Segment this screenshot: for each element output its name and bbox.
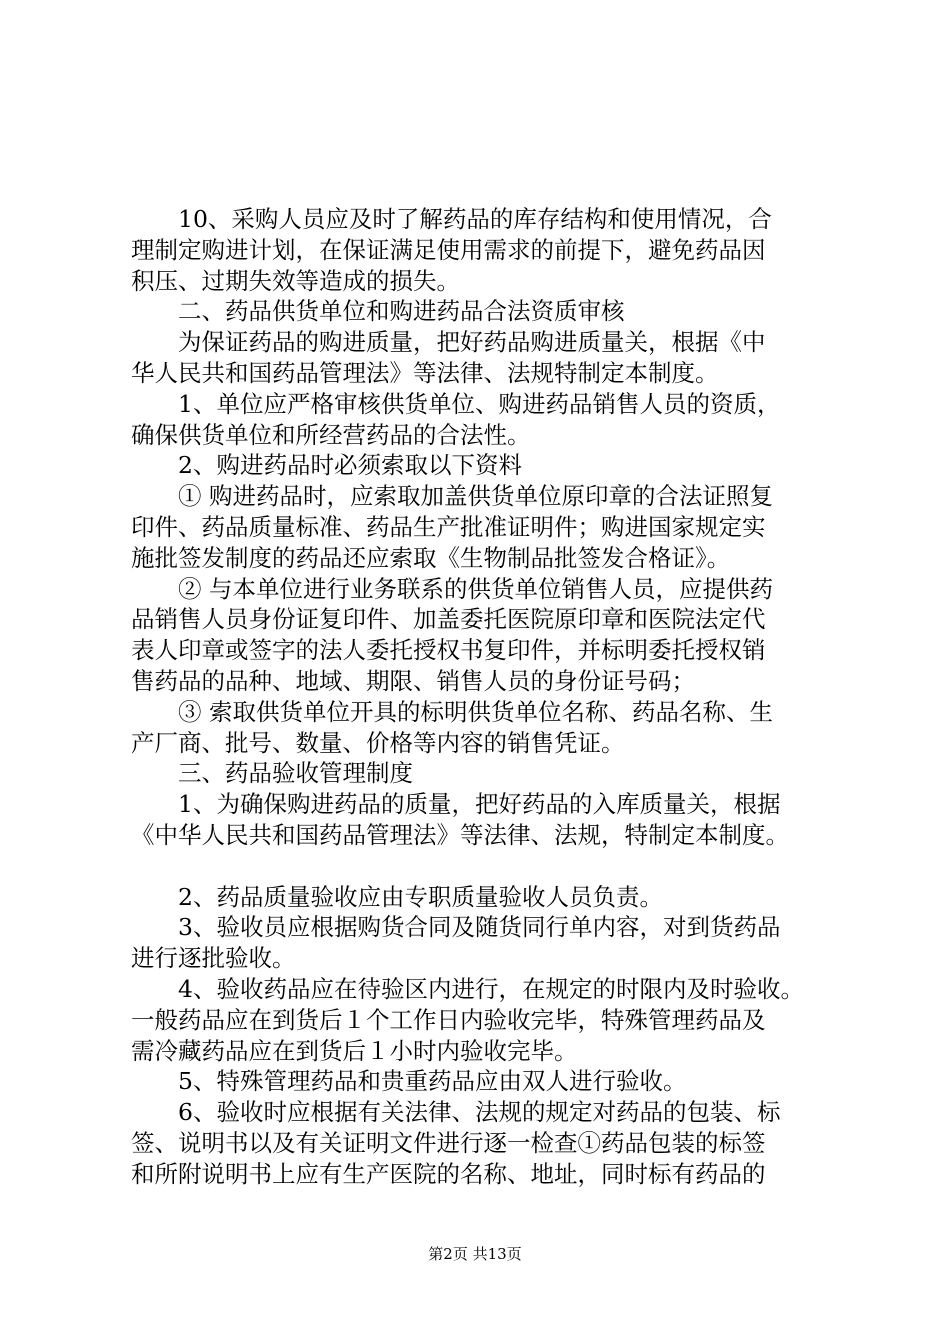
paragraph-line: 10、采购人员应及时了解药品的库存结构和使用情况，合 [178, 205, 772, 233]
paragraph-line: 需冷藏药品应在到货后１小时内验收完毕。 [131, 1036, 578, 1065]
paragraph-line: 确保供货单位和所经营药品的合法性。 [131, 420, 531, 449]
paragraph-line: 3、验收员应根据购货合同及随货同行单内容，对到货药品 [178, 913, 781, 942]
paragraph-line: ① 购进药品时，应索取加盖供货单位原印章的合法证照复 [178, 482, 773, 511]
paragraph-line: 1、单位应严格审核供货单位、购进药品销售人员的资质， [178, 389, 781, 418]
paragraph-line: 《中华人民共和国药品管理法》等法律、法规，特制定本制度。 [131, 820, 789, 849]
section-heading: 三、药品验收管理制度 [178, 759, 413, 788]
paragraph-line: 2、购进药品时必须索取以下资料 [178, 451, 522, 480]
paragraph-line: 施批签发制度的药品还应索取《生物制品批签发合格证》。 [131, 543, 731, 572]
paragraph-line: 一般药品应在到货后１个工作日内验收完毕，特殊管理药品及 [131, 1005, 766, 1034]
paragraph-line: 售药品的品种、地域、期限、销售人员的身份证号码； [131, 666, 695, 695]
paragraph-line: ③ 索取供货单位开具的标明供货单位名称、药品名称、生 [178, 697, 773, 726]
paragraph-line: 进行逐批验收。 [131, 944, 296, 973]
paragraph-line: 品销售人员身份证复印件、加盖委托医院原印章和医院法定代 [131, 605, 766, 634]
paragraph-line: 印件、药品质量标准、药品生产批准证明件；购进国家规定实 [131, 512, 766, 541]
paragraph-line: 签、说明书以及有关证明文件进行逐一检查①药品包装的标签 [131, 1128, 766, 1157]
paragraph-line: 6、验收时应根据有关法律、法规的规定对药品的包装、标 [178, 1098, 781, 1127]
paragraph-line: 2、药品质量验收应由专职质量验收人员负责。 [178, 882, 663, 911]
paragraph-line: 和所附说明书上应有生产医院的名称、地址，同时标有药品的 [131, 1159, 766, 1188]
paragraph-line: 1、为确保购进药品的质量，把好药品的入库质量关，根据 [178, 790, 781, 819]
paragraph-line: ② 与本单位进行业务联系的供货单位销售人员，应提供药 [178, 574, 773, 603]
paragraph-line: 积压、过期失效等造成的损失。 [131, 266, 460, 295]
paragraph-line: 表人印章或签字的法人委托授权书复印件，并标明委托授权销 [131, 636, 766, 665]
paragraph-gap [131, 851, 835, 882]
section-heading: 二、药品供货单位和购进药品合法资质审核 [178, 297, 625, 326]
paragraph-line: 华人民共和国药品管理法》等法律、法规特制定本制度。 [131, 358, 719, 387]
document-body [131, 204, 835, 1190]
paragraph-line: 产厂商、批号、数量、价格等内容的销售凭证。 [131, 728, 625, 757]
paragraph-line: 5、特殊管理药品和贵重药品应由双人进行验收。 [178, 1067, 687, 1096]
paragraph-line: 理制定购进计划，在保证满足使用需求的前提下，避免药品因 [131, 235, 766, 264]
paragraph-line: 4、验收药品应在待验区内进行，在规定的时限内及时验收。 [178, 974, 804, 1003]
paragraph-line: 为保证药品的购进质量，把好药品购进质量关，根据《中 [178, 328, 766, 357]
page-number-footer: 第2页 共13页 [428, 1245, 522, 1263]
